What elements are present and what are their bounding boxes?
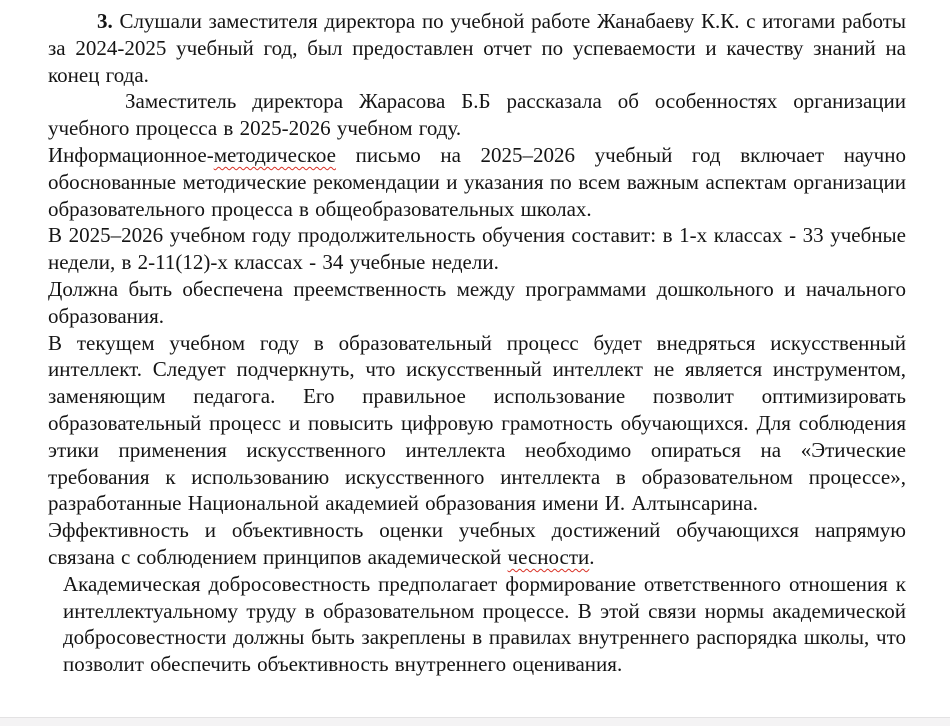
text-run: В 2025–2026 учебном году продолжительность обучения составит: в 1-х классах - 33 учебные недели, в 2-11(12)-х классах - 34 учебные недели.: [48, 223, 906, 275]
misspelled-word: чесности: [507, 544, 590, 569]
page-bottom-edge: [0, 717, 950, 726]
text-run: Слушали заместителя директора по учебной работе Жанабаеву К.К. с итогами работы за 2024-2025 учебный год, был предоставлен отчет по успеваемости и качеству знаний на конец года.: [48, 9, 906, 87]
paragraph: [48, 142, 906, 222]
document-text[interactable]: [48, 8, 906, 678]
paragraph: [63, 571, 906, 678]
paragraph: [48, 276, 906, 330]
text-run: .: [589, 544, 595, 569]
text-run: Информационное-: [48, 142, 214, 167]
paragraph: [48, 517, 906, 571]
text-run: Заместитель директора Жарасова Б.Б рассказала об особенностях организации учебного процесса в 2025-2026 учебном году.: [48, 89, 906, 141]
misspelled-word: методическое: [213, 142, 336, 167]
text-run: В текущем учебном году в образовательный процесс будет внедряться искусственный интеллект. Следует подчеркнуть, что искусственный интеллект не является инструментом, заменяющим педагога. Его правильное использование позволит оптимизировать образовательный процесс и повысить цифровую грамотность обучающихся. Для соблюдения этики применения искусственного интеллекта необходимо опираться на «Этические требования к использованию искусственного интеллекта в образовательном процессе», разработанные Национальной академией образования имени И. Алтынсарина.: [48, 330, 906, 516]
paragraph: [48, 88, 906, 142]
bold-text: 3.: [97, 9, 113, 33]
text-run: письмо на 2025–2026 учебный год включает научно обоснованные методические рекомендации и указания по всем важным аспектам организации образовательного процесса в общеобразовательных школах.: [48, 142, 906, 221]
text-run: Должна быть обеспечена преемственность между программами дошкольного и начального образования.: [48, 276, 906, 328]
paragraph: [48, 330, 906, 518]
paragraph: [48, 8, 906, 88]
text-run: Академическая добросовестность предполагает формирование ответственного отношения к интеллектуальному труду в образовательном процессе. В этой связи нормы академической добросовестности должны быть закреплены в правилах внутреннего распорядка школы, что позволит обеспечить объективность внутреннего оценивания.: [63, 571, 906, 677]
paragraph: [48, 222, 906, 276]
text-run: Эффективность и объективность оценки учебных достижений обучающихся напрямую связана с соблюдением принципов академической: [48, 518, 906, 569]
